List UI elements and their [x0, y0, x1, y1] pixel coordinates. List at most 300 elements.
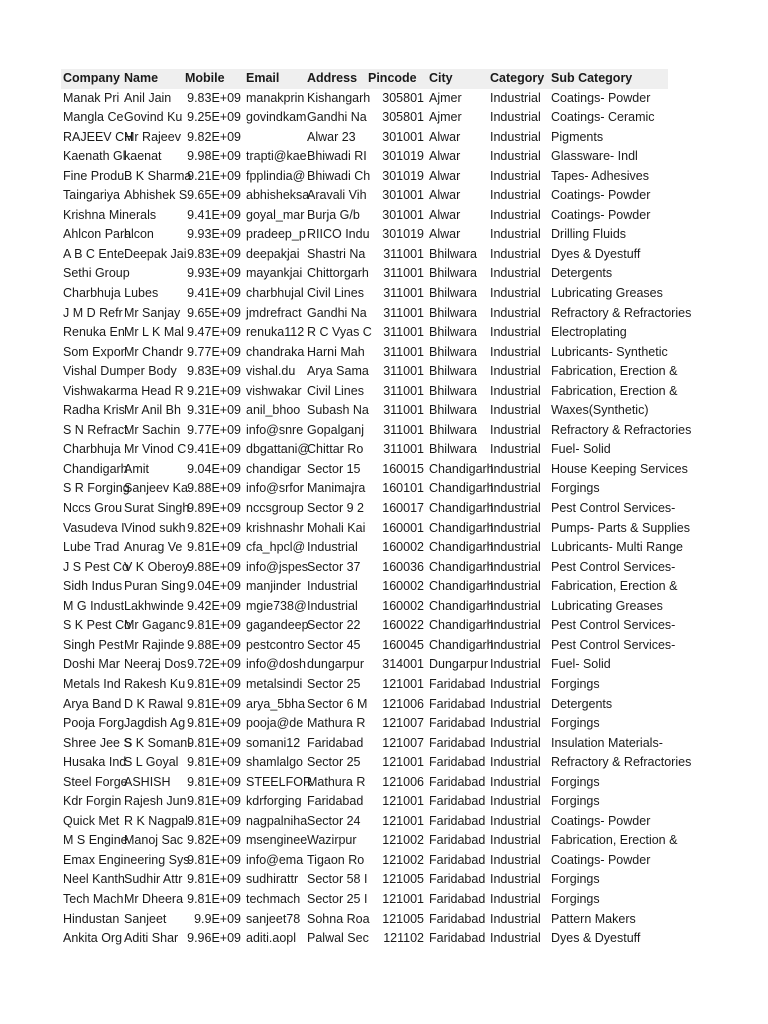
cell-email[interactable]: info@dosh [246, 657, 306, 672]
cell-company[interactable]: Emax Engineering Sys [63, 852, 190, 867]
cell-pincode[interactable]: 160045 [382, 637, 424, 652]
cell-pincode[interactable]: 301019 [382, 168, 424, 183]
cell-sub-category[interactable]: Refractory & Refractories [551, 305, 692, 320]
cell-address[interactable]: Alwar 23 [307, 129, 356, 144]
cell-sub-category[interactable]: Pest Control Services- [551, 501, 676, 516]
cell-sub-category[interactable]: Forgings [551, 716, 600, 731]
cell-pincode[interactable]: 121007 [382, 716, 424, 731]
cell-sub-category[interactable]: Refractory & Refractories [551, 755, 692, 770]
cell-category[interactable]: Industrial [490, 559, 541, 574]
cell-pincode[interactable]: 301001 [382, 207, 424, 222]
cell-category[interactable]: Industrial [490, 168, 541, 183]
cell-category[interactable]: Industrial [490, 891, 541, 906]
cell-name[interactable] [122, 206, 183, 226]
cell-company[interactable]: Nccs Grou [63, 501, 123, 516]
cell-sub-category[interactable]: Coatings- Powder [551, 90, 651, 105]
cell-sub-category[interactable]: Lubricants- Synthetic [551, 344, 668, 359]
cell-email[interactable]: deepakjai [246, 246, 300, 261]
cell-email[interactable]: fpplindia@ [246, 168, 306, 183]
cell-mobile[interactable]: 9.81E+09 [187, 872, 241, 887]
cell-email[interactable]: aditi.aopl [246, 931, 297, 946]
cell-address[interactable]: Industrial [307, 579, 358, 594]
cell-sub-category[interactable]: Pumps- Parts & Supplies [551, 520, 690, 535]
cell-email[interactable]: anil_bhoo [246, 403, 301, 418]
cell-company[interactable]: Kaenath Gl [63, 149, 126, 164]
cell-category[interactable]: Industrial [490, 403, 541, 418]
cell-company[interactable]: Radha Kris [63, 403, 125, 418]
cell-pincode[interactable]: 121001 [382, 891, 424, 906]
cell-address[interactable]: Sector 22 [307, 618, 361, 633]
cell-email[interactable]: mgie738@ [246, 598, 307, 613]
cell-category[interactable]: Industrial [490, 129, 541, 144]
header-pincode[interactable]: Pincode [368, 71, 417, 85]
cell-name[interactable]: V K Oberoy [124, 559, 189, 574]
cell-city[interactable]: Alwar [429, 168, 461, 183]
cell-company[interactable]: Vasudeva I [63, 520, 125, 535]
cell-email[interactable]: pradeep_p [246, 227, 306, 242]
cell-pincode[interactable]: 121001 [382, 794, 424, 809]
cell-category[interactable]: Industrial [490, 833, 541, 848]
cell-address[interactable]: Tigaon Ro [307, 852, 365, 867]
cell-city[interactable]: Chandigarh [429, 520, 494, 535]
cell-city[interactable]: Bhilwara [429, 344, 477, 359]
cell-mobile[interactable]: 9.81E+09 [187, 813, 241, 828]
cell-category[interactable]: Industrial [490, 442, 541, 457]
cell-sub-category[interactable]: Drilling Fluids [551, 227, 627, 242]
cell-address[interactable]: Manimajra [307, 481, 366, 496]
cell-company[interactable]: Fine Produ [63, 168, 125, 183]
cell-sub-category[interactable]: Pigments [551, 129, 604, 144]
cell-company[interactable]: Ankita Org [63, 931, 123, 946]
cell-sub-category[interactable]: Tapes- Adhesives [551, 168, 649, 183]
cell-company[interactable]: S K Pest Co [63, 618, 132, 633]
cell-mobile[interactable]: 9.81E+09 [187, 716, 241, 731]
cell-email[interactable]: techmach [246, 891, 301, 906]
cell-email[interactable]: shamlalgo [246, 755, 303, 770]
cell-email[interactable]: kdrforging [246, 794, 302, 809]
cell-mobile[interactable]: 9.81E+09 [187, 676, 241, 691]
cell-pincode[interactable]: 121002 [382, 833, 424, 848]
cell-address[interactable]: Sohna Roa [307, 911, 370, 926]
cell-email[interactable]: sudhirattr [246, 872, 299, 887]
cell-category[interactable]: Industrial [490, 501, 541, 516]
cell-company[interactable]: Husaka Ind [63, 755, 127, 770]
cell-city[interactable]: Bhilwara [429, 383, 477, 398]
cell-company[interactable]: M G Indust [63, 598, 125, 613]
cell-pincode[interactable]: 160002 [382, 579, 424, 594]
cell-mobile[interactable]: 9.88E+09 [187, 637, 241, 652]
cell-mobile[interactable]: 9.88E+09 [187, 559, 241, 574]
cell-address[interactable]: Mohali Kai [307, 520, 366, 535]
cell-address[interactable]: dungarpur [307, 657, 364, 672]
cell-address[interactable]: Wazirpur [307, 833, 357, 848]
cell-email[interactable]: info@ema [246, 852, 304, 867]
cell-sub-category[interactable]: Coatings- Powder [551, 188, 651, 203]
cell-pincode[interactable]: 314001 [382, 657, 424, 672]
cell-address[interactable]: Sector 6 M [307, 696, 368, 711]
cell-pincode[interactable]: 311001 [383, 403, 424, 418]
cell-sub-category[interactable]: Waxes(Synthetic) [551, 403, 649, 418]
cell-category[interactable]: Industrial [490, 813, 541, 828]
cell-company[interactable]: Neel Kanth [63, 872, 125, 887]
cell-city[interactable]: Alwar [429, 129, 461, 144]
cell-email[interactable]: mayankjai [246, 266, 303, 281]
cell-name[interactable]: Jagdish Ag [124, 716, 186, 731]
cell-city[interactable]: Bhilwara [429, 246, 477, 261]
cell-pincode[interactable]: 121005 [382, 872, 424, 887]
cell-category[interactable]: Industrial [490, 598, 541, 613]
cell-name[interactable]: S K Somani [124, 735, 191, 750]
cell-sub-category[interactable]: Pest Control Services- [551, 559, 676, 574]
cell-pincode[interactable]: 121006 [382, 774, 424, 789]
cell-name[interactable]: Anil Jain [124, 90, 172, 105]
cell-mobile[interactable]: 9.77E+09 [187, 422, 241, 437]
cell-company[interactable]: Hindustan [63, 911, 120, 926]
cell-email[interactable]: nagpalniha [246, 813, 308, 828]
cell-email[interactable]: goyal_mar [246, 207, 305, 222]
cell-address[interactable]: Mathura R [307, 774, 366, 789]
cell-name[interactable]: Mr Chandr [124, 344, 184, 359]
cell-city[interactable]: Chandigarh [429, 559, 494, 574]
cell-company[interactable]: Vishal Dumper Body [63, 364, 177, 379]
cell-name[interactable]: Mr Sachin [124, 422, 181, 437]
cell-name[interactable]: S L Goyal [124, 755, 179, 770]
cell-mobile[interactable]: 9.41E+09 [187, 442, 241, 457]
cell-mobile[interactable]: 9.89E+09 [187, 501, 241, 516]
cell-category[interactable]: Industrial [490, 246, 541, 261]
cell-city[interactable]: Faridabad [429, 774, 486, 789]
cell-sub-category[interactable]: Insulation Materials- [551, 735, 663, 750]
cell-pincode[interactable]: 121005 [382, 911, 424, 926]
cell-mobile[interactable]: 9.81E+09 [187, 696, 241, 711]
cell-address[interactable]: R C Vyas C [307, 325, 372, 340]
cell-email[interactable]: somani12 [246, 735, 301, 750]
cell-address[interactable]: Sector 25 [307, 755, 361, 770]
cell-pincode[interactable]: 301019 [382, 227, 424, 242]
cell-name[interactable]: B K Sharma [124, 168, 192, 183]
cell-pincode[interactable]: 160017 [382, 501, 424, 516]
cell-company[interactable]: Taingariya [63, 188, 120, 203]
cell-sub-category[interactable]: Coatings- Powder [551, 852, 651, 867]
cell-category[interactable]: Industrial [490, 110, 541, 125]
cell-mobile[interactable]: 9.41E+09 [187, 207, 241, 222]
cell-email[interactable]: info@snre [246, 422, 304, 437]
cell-category[interactable]: Industrial [490, 344, 541, 359]
cell-address[interactable]: Sector 25 I [307, 891, 368, 906]
cell-address[interactable]: RIICO Indu [307, 227, 370, 242]
cell-company[interactable]: Chandigarh [63, 461, 128, 476]
cell-name[interactable] [122, 362, 183, 382]
cell-name[interactable]: Aditi Shar [124, 931, 179, 946]
cell-name[interactable]: Sudhir Attr [124, 872, 183, 887]
cell-email[interactable]: metalsindi [246, 676, 303, 691]
cell-category[interactable]: Industrial [490, 461, 541, 476]
cell-city[interactable]: Chandigarh [429, 579, 494, 594]
cell-mobile[interactable]: 9.81E+09 [187, 794, 241, 809]
cell-mobile[interactable]: 9.96E+09 [187, 931, 241, 946]
cell-name[interactable]: Mr Dheera [124, 891, 184, 906]
cell-company[interactable]: Metals Ind [63, 676, 121, 691]
cell-city[interactable]: Faridabad [429, 676, 486, 691]
cell-email[interactable]: pooja@de [246, 716, 304, 731]
cell-city[interactable]: Faridabad [429, 872, 486, 887]
cell-company[interactable]: Lube Trad [63, 540, 120, 555]
cell-city[interactable]: Alwar [429, 227, 461, 242]
cell-name[interactable]: Anurag Ve [124, 540, 183, 555]
cell-name[interactable]: Mr Rajinde [124, 637, 185, 652]
cell-category[interactable]: Industrial [490, 618, 541, 633]
cell-name[interactable]: kaenat [124, 149, 162, 164]
cell-address[interactable]: Sector 25 [307, 676, 361, 691]
cell-address[interactable]: Shastri Na [307, 246, 366, 261]
cell-address[interactable]: Civil Lines [307, 286, 364, 301]
cell-pincode[interactable]: 301001 [382, 188, 424, 203]
cell-pincode[interactable]: 160101 [382, 481, 424, 496]
cell-name[interactable]: Sanjeev Ka [124, 481, 188, 496]
cell-mobile[interactable]: 9.21E+09 [187, 383, 241, 398]
cell-sub-category[interactable]: Electroplating [551, 325, 627, 340]
cell-city[interactable]: Chandigarh [429, 598, 494, 613]
cell-sub-category[interactable]: Forgings [551, 794, 600, 809]
cell-mobile[interactable]: 9.81E+09 [187, 618, 241, 633]
cell-address[interactable]: Arya Sama [307, 364, 369, 379]
cell-pincode[interactable]: 160015 [382, 461, 424, 476]
cell-category[interactable]: Industrial [490, 383, 541, 398]
cell-pincode[interactable]: 311001 [383, 246, 424, 261]
cell-sub-category[interactable]: Fabrication, Erection & [551, 579, 678, 594]
cell-address[interactable]: Aravali Vih [307, 188, 367, 203]
cell-email[interactable]: krishnashr [246, 520, 304, 535]
cell-mobile[interactable]: 9.65E+09 [187, 305, 241, 320]
cell-sub-category[interactable]: Pest Control Services- [551, 618, 676, 633]
cell-company[interactable]: Ahlcon Para [63, 227, 132, 242]
cell-pincode[interactable]: 311001 [383, 364, 424, 379]
cell-name[interactable] [122, 284, 183, 304]
cell-category[interactable]: Industrial [490, 266, 541, 281]
cell-category[interactable]: Industrial [490, 227, 541, 242]
cell-mobile[interactable]: 9.04E+09 [187, 579, 241, 594]
cell-name[interactable]: Rakesh Ku [124, 676, 186, 691]
header-name[interactable]: Name [124, 71, 159, 85]
cell-mobile[interactable]: 9.81E+09 [187, 540, 241, 555]
cell-company[interactable]: Arya Band [63, 696, 122, 711]
cell-mobile[interactable]: 9.21E+09 [187, 168, 241, 183]
cell-pincode[interactable]: 311001 [383, 442, 424, 457]
cell-sub-category[interactable]: Dyes & Dyestuff [551, 246, 641, 261]
cell-category[interactable]: Industrial [490, 325, 541, 340]
cell-address[interactable]: Faridabad [307, 794, 364, 809]
cell-city[interactable]: Faridabad [429, 755, 486, 770]
cell-mobile[interactable]: 9.82E+09 [187, 833, 241, 848]
header-address[interactable]: Address [307, 71, 358, 85]
cell-address[interactable]: Mathura R [307, 716, 366, 731]
cell-address[interactable]: Sector 24 [307, 813, 361, 828]
cell-pincode[interactable]: 121001 [382, 676, 424, 691]
cell-city[interactable]: Chandigarh [429, 501, 494, 516]
cell-mobile[interactable]: 9.25E+09 [187, 110, 241, 125]
cell-email[interactable]: chandigar [246, 461, 301, 476]
cell-name[interactable]: hlcon [124, 227, 154, 242]
cell-name[interactable]: R K Nagpal [124, 813, 188, 828]
cell-email[interactable]: cfa_hpcl@ [246, 540, 306, 555]
cell-mobile[interactable]: 9.81E+09 [187, 755, 241, 770]
cell-name[interactable]: Manoj Sac [124, 833, 184, 848]
cell-pincode[interactable]: 121102 [383, 931, 424, 946]
cell-email[interactable]: info@jspes [246, 559, 309, 574]
cell-name[interactable]: ASHISH [124, 774, 171, 789]
cell-email[interactable]: vishal.du [246, 364, 296, 379]
cell-mobile[interactable]: 9.83E+09 [187, 364, 241, 379]
cell-email[interactable]: govindkam [246, 110, 307, 125]
cell-mobile[interactable]: 9.31E+09 [187, 403, 241, 418]
cell-sub-category[interactable]: Fabrication, Erection & [551, 364, 678, 379]
header-category[interactable]: Category [490, 71, 545, 85]
cell-pincode[interactable]: 311001 [383, 305, 424, 320]
cell-email[interactable] [244, 128, 305, 148]
cell-city[interactable]: Faridabad [429, 813, 486, 828]
cell-city[interactable]: Chandigarh [429, 481, 494, 496]
cell-company[interactable]: Sidh Indus [63, 579, 123, 594]
cell-pincode[interactable]: 311001 [383, 286, 424, 301]
cell-sub-category[interactable]: Pattern Makers [551, 911, 636, 926]
cell-category[interactable]: Industrial [490, 481, 541, 496]
cell-sub-category[interactable]: House Keeping Services [551, 461, 688, 476]
cell-category[interactable]: Industrial [490, 852, 541, 867]
cell-company[interactable]: RAJEEV CH [63, 129, 134, 144]
cell-company[interactable]: Charbhuja [63, 442, 121, 457]
cell-email[interactable]: sanjeet78 [246, 911, 301, 926]
cell-city[interactable]: Bhilwara [429, 403, 477, 418]
cell-pincode[interactable]: 305801 [382, 90, 424, 105]
cell-city[interactable]: Bhilwara [429, 422, 477, 437]
cell-pincode[interactable]: 121002 [382, 852, 424, 867]
cell-pincode[interactable]: 311001 [383, 383, 424, 398]
cell-sub-category[interactable]: Coatings- Ceramic [551, 110, 655, 125]
cell-name[interactable]: Lakhwinde [124, 598, 184, 613]
cell-company[interactable]: Shree Jee S [63, 735, 132, 750]
cell-name[interactable]: Govind Ku [124, 110, 183, 125]
cell-pincode[interactable]: 121007 [382, 735, 424, 750]
cell-city[interactable]: Faridabad [429, 931, 486, 946]
cell-sub-category[interactable]: Detergents [551, 696, 613, 711]
cell-city[interactable]: Chandigarh [429, 618, 494, 633]
cell-company[interactable]: Tech Mach [63, 891, 124, 906]
cell-company[interactable]: J M D Refr [63, 305, 123, 320]
cell-mobile[interactable]: 9.81E+09 [187, 735, 241, 750]
cell-email[interactable]: arya_5bha [246, 696, 306, 711]
cell-email[interactable]: msenginee [246, 833, 308, 848]
cell-sub-category[interactable]: Dyes & Dyestuff [551, 931, 641, 946]
cell-mobile[interactable]: 9.41E+09 [187, 286, 241, 301]
cell-email[interactable]: charbhujal [246, 286, 304, 301]
cell-company[interactable]: Manak Pri [63, 90, 120, 105]
cell-sub-category[interactable]: Fabrication, Erection & [551, 383, 678, 398]
cell-pincode[interactable]: 160002 [382, 540, 424, 555]
cell-name[interactable]: Puran Sing [124, 579, 186, 594]
cell-address[interactable]: Gandhi Na [307, 110, 367, 125]
cell-email[interactable]: nccsgroup [246, 501, 304, 516]
cell-company[interactable]: S N Refract [63, 422, 128, 437]
cell-address[interactable]: Kishangarh [307, 90, 371, 105]
cell-mobile[interactable]: 9.98E+09 [187, 149, 241, 164]
cell-address[interactable]: Sector 45 [307, 637, 361, 652]
cell-address[interactable]: Harni Mah [307, 344, 365, 359]
cell-sub-category[interactable]: Glassware- Indl [551, 149, 638, 164]
cell-pincode[interactable]: 160036 [382, 559, 424, 574]
cell-city[interactable]: Faridabad [429, 696, 486, 711]
cell-category[interactable]: Industrial [490, 794, 541, 809]
cell-pincode[interactable]: 301001 [382, 129, 424, 144]
cell-mobile[interactable]: 9.88E+09 [187, 481, 241, 496]
cell-name[interactable]: Surat Singh [124, 501, 190, 516]
cell-company[interactable]: Krishna Minerals [63, 207, 157, 222]
cell-city[interactable]: Ajmer [429, 90, 462, 105]
cell-city[interactable]: Bhilwara [429, 286, 477, 301]
cell-pincode[interactable]: 311001 [383, 266, 424, 281]
cell-address[interactable]: Bhiwadi RI [307, 149, 367, 164]
cell-category[interactable]: Industrial [490, 286, 541, 301]
cell-mobile[interactable]: 9.77E+09 [187, 344, 241, 359]
cell-address[interactable]: Civil Lines [307, 383, 364, 398]
cell-city[interactable]: Faridabad [429, 852, 486, 867]
cell-email[interactable]: manakprin [246, 90, 305, 105]
cell-name[interactable]: Mr L K Mal [124, 325, 184, 340]
header-sub-category[interactable]: Sub Category [551, 71, 633, 85]
cell-company[interactable]: Doshi Mar [63, 657, 120, 672]
cell-address[interactable]: Palwal Sec [307, 931, 369, 946]
header-email[interactable]: Email [246, 71, 280, 85]
cell-email[interactable]: chandraka [246, 344, 305, 359]
cell-email[interactable]: manjinder [246, 579, 301, 594]
cell-city[interactable]: Alwar [429, 149, 461, 164]
cell-sub-category[interactable]: Forgings [551, 481, 600, 496]
cell-pincode[interactable]: 121001 [382, 755, 424, 770]
cell-category[interactable]: Industrial [490, 931, 541, 946]
cell-company[interactable]: Som Expor [63, 344, 125, 359]
cell-address[interactable]: Sector 37 [307, 559, 361, 574]
cell-company[interactable]: M S Engine [63, 833, 128, 848]
cell-city[interactable]: Faridabad [429, 891, 486, 906]
cell-pincode[interactable]: 311001 [383, 422, 424, 437]
cell-sub-category[interactable]: Fabrication, Erection & [551, 833, 678, 848]
cell-sub-category[interactable]: Lubricants- Multi Range [551, 540, 684, 555]
cell-city[interactable]: Bhilwara [429, 325, 477, 340]
cell-category[interactable]: Industrial [490, 520, 541, 535]
cell-email[interactable]: gagandeep [246, 618, 309, 633]
cell-pincode[interactable]: 121001 [382, 813, 424, 828]
cell-mobile[interactable]: 9.65E+09 [187, 188, 241, 203]
cell-category[interactable]: Industrial [490, 90, 541, 105]
cell-name[interactable]: D K Rawal [124, 696, 184, 711]
cell-name[interactable]: Abhishek S [124, 188, 188, 203]
cell-address[interactable]: Burja G/b [307, 207, 360, 222]
cell-company[interactable]: Steel Forge [63, 774, 128, 789]
cell-address[interactable]: Industrial [307, 598, 358, 613]
header-mobile[interactable]: Mobile [185, 71, 225, 85]
cell-mobile[interactable]: 9.83E+09 [187, 90, 241, 105]
header-company[interactable]: Company [63, 71, 120, 85]
cell-mobile[interactable]: 9.9E+09 [194, 911, 241, 926]
cell-name[interactable]: Rajesh Jun [124, 794, 187, 809]
cell-pincode[interactable]: 311001 [383, 325, 424, 340]
cell-company[interactable]: Renuka En [63, 325, 125, 340]
cell-city[interactable]: Faridabad [429, 716, 486, 731]
cell-city[interactable]: Bhilwara [429, 442, 477, 457]
cell-category[interactable]: Industrial [490, 422, 541, 437]
cell-address[interactable]: Bhiwadi Ch [307, 168, 371, 183]
cell-name[interactable] [122, 851, 183, 871]
cell-address[interactable]: Chittar Ro [307, 442, 364, 457]
